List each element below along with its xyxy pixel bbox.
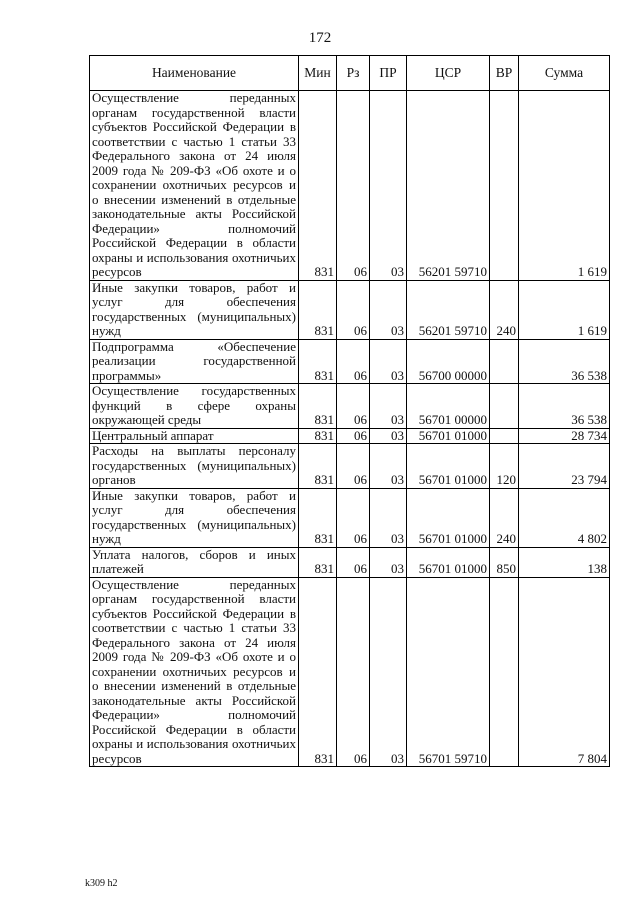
row-rz: 06 — [337, 444, 370, 489]
row-vr: 120 — [490, 444, 519, 489]
header-csr: ЦСР — [407, 56, 490, 91]
row-min: 831 — [299, 91, 337, 281]
row-pr: 03 — [370, 384, 407, 429]
row-pr: 03 — [370, 577, 407, 767]
row-rz: 06 — [337, 428, 370, 444]
row-csr: 56701 01000 — [407, 547, 490, 577]
row-pr: 03 — [370, 547, 407, 577]
table-row — [90, 428, 610, 444]
row-csr: 56701 01000 — [407, 444, 490, 489]
row-name: Осуществление переданных органам государственной власти субъектов Российской Федерации в соответствии с частью 1 статьи 33 Федерального закона от 24 июля 2009 года № 209-ФЗ «Об охоте и о сохранении охотничьих ресурсов и о внесении изменений в отдельные законодательные акты Российской Федерации» полномочий Российской Федерации в области охраны и использования охотничьих ресурсов — [90, 577, 299, 767]
row-rz: 06 — [337, 91, 370, 281]
row-csr: 56700 00000 — [407, 339, 490, 384]
row-rz: 06 — [337, 384, 370, 429]
row-vr — [490, 577, 519, 767]
row-name: Осуществление государственных функций в сфере охраны окружающей среды — [90, 384, 299, 429]
row-rz: 06 — [337, 339, 370, 384]
row-pr: 03 — [370, 91, 407, 281]
table-row — [90, 488, 610, 547]
row-csr: 56701 00000 — [407, 384, 490, 429]
footer-code: k309 h2 — [85, 878, 118, 889]
row-sum: 36 538 — [519, 384, 610, 429]
row-sum: 4 802 — [519, 488, 610, 547]
row-rz: 06 — [337, 577, 370, 767]
row-vr — [490, 428, 519, 444]
table-row — [90, 384, 610, 429]
row-min: 831 — [299, 428, 337, 444]
row-vr — [490, 91, 519, 281]
table-row — [90, 280, 610, 339]
row-name: Центральный аппарат — [90, 428, 299, 444]
row-vr — [490, 339, 519, 384]
row-name: Осуществление переданных органам государственной власти субъектов Российской Федерации в соответствии с частью 1 статьи 33 Федерального закона от 24 июля 2009 года № 209-ФЗ «Об охоте и о сохранении охотничьих ресурсов и о внесении изменений в отдельные законодательные акты Российской Федерации» полномочий Российской Федерации в области охраны и использования охотничьих ресурсов — [90, 91, 299, 281]
row-name: Расходы на выплаты персоналу государственных (муниципальных) органов — [90, 444, 299, 489]
table-row — [90, 577, 610, 767]
row-min: 831 — [299, 577, 337, 767]
row-sum: 7 804 — [519, 577, 610, 767]
row-pr: 03 — [370, 488, 407, 547]
row-csr: 56701 59710 — [407, 577, 490, 767]
table-row — [90, 91, 610, 281]
row-vr: 240 — [490, 488, 519, 547]
row-rz: 06 — [337, 488, 370, 547]
row-rz: 06 — [337, 547, 370, 577]
row-csr: 56201 59710 — [407, 280, 490, 339]
row-name: Иные закупки товаров, работ и услуг для обеспечения государственных (муниципальных) нужд — [90, 488, 299, 547]
row-csr: 56701 01000 — [407, 488, 490, 547]
table-header-row — [90, 56, 610, 91]
header-rz: Рз — [337, 56, 370, 91]
row-min: 831 — [299, 547, 337, 577]
row-csr: 56701 01000 — [407, 428, 490, 444]
row-vr — [490, 384, 519, 429]
row-rz: 06 — [337, 280, 370, 339]
row-csr: 56201 59710 — [407, 91, 490, 281]
row-pr: 03 — [370, 280, 407, 339]
page-number: 172 — [308, 30, 332, 46]
row-min: 831 — [299, 384, 337, 429]
row-sum: 1 619 — [519, 280, 610, 339]
row-pr: 03 — [370, 428, 407, 444]
header-name: Наименование — [90, 56, 299, 91]
row-sum: 28 734 — [519, 428, 610, 444]
table-row — [90, 339, 610, 384]
row-vr: 850 — [490, 547, 519, 577]
row-name: Уплата налогов, сборов и иных платежей — [90, 547, 299, 577]
row-sum: 1 619 — [519, 91, 610, 281]
row-min: 831 — [299, 339, 337, 384]
row-sum: 23 794 — [519, 444, 610, 489]
row-min: 831 — [299, 444, 337, 489]
table-row — [90, 444, 610, 489]
header-pr: ПР — [370, 56, 407, 91]
row-name: Подпрограмма «Обеспечение реализации государственной программы» — [90, 339, 299, 384]
header-min: Мин — [299, 56, 337, 91]
row-pr: 03 — [370, 339, 407, 384]
table-row — [90, 547, 610, 577]
row-vr: 240 — [490, 280, 519, 339]
row-sum: 36 538 — [519, 339, 610, 384]
row-min: 831 — [299, 488, 337, 547]
header-vr: ВР — [490, 56, 519, 91]
budget-table — [89, 55, 610, 767]
header-sum: Сумма — [519, 56, 610, 91]
row-name: Иные закупки товаров, работ и услуг для обеспечения государственных (муниципальных) нужд — [90, 280, 299, 339]
row-min: 831 — [299, 280, 337, 339]
row-pr: 03 — [370, 444, 407, 489]
row-sum: 138 — [519, 547, 610, 577]
